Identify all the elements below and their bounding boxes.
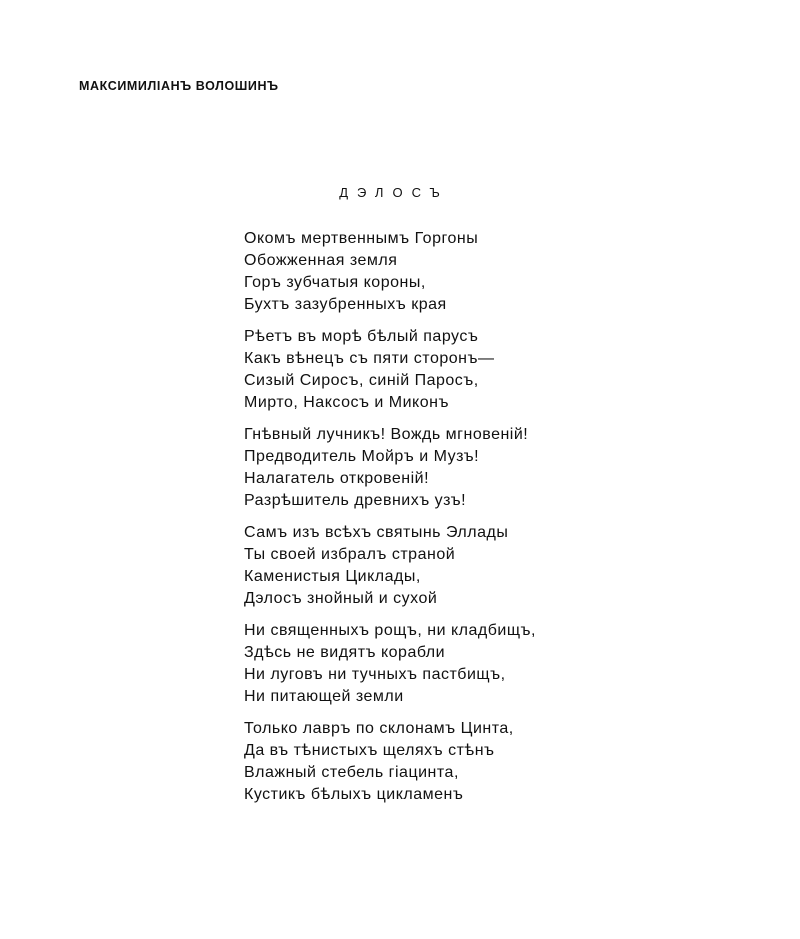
poem-line: Самъ изъ всѣхъ святынь Эллады	[244, 524, 509, 541]
stanza-2	[244, 326, 664, 414]
poem-line: Разрѣшитель древнихъ узъ!	[244, 492, 467, 509]
poem-line: Налагатель откровеній!	[244, 470, 430, 487]
poem-title: ДЭЛОСЪ	[339, 185, 449, 200]
poem-line: Горъ зубчатыя короны,	[244, 274, 426, 291]
poem-line: Окомъ мертвеннымъ Горгоны	[244, 230, 479, 247]
poem-body	[244, 228, 664, 816]
poem-line: Рѣетъ въ морѣ бѣлый парусъ	[244, 328, 479, 345]
poem-line: Предводитель Мойръ и Музъ!	[244, 448, 480, 465]
poem-line: Обожженная земля	[244, 252, 398, 269]
stanza-3	[244, 424, 664, 512]
poem-line: Мирто, Наксосъ и Миконъ	[244, 394, 449, 411]
poem-line: Каменистыя Циклады,	[244, 568, 421, 585]
poem-line: Ни луговъ ни тучныхъ пастбищъ,	[244, 666, 506, 683]
poem-line: Да въ тѣнистыхъ щеляхъ стѣнъ	[244, 742, 495, 759]
poem-line: Бухтъ зазубренныхъ края	[244, 296, 447, 313]
poem-line: Только лавръ по склонамъ Цинта,	[244, 720, 514, 737]
stanza-5	[244, 620, 664, 708]
poem-line: Здѣсь не видятъ корабли	[244, 644, 446, 661]
poem-line: Дэлосъ знойный и сухой	[244, 590, 438, 607]
poem-line: Кустикъ бѣлыхъ цикламенъ	[244, 786, 464, 803]
stanza-6	[244, 718, 664, 806]
poem-line: Сизый Сиросъ, синій Паросъ,	[244, 372, 479, 389]
stanza-4	[244, 522, 664, 610]
poem-line: Ни священныхъ рощъ, ни кладбищъ,	[244, 622, 536, 639]
poem-line: Какъ вѣнецъ съ пяти сторонъ—	[244, 350, 495, 367]
poem-line: Ты своей избралъ страной	[244, 546, 456, 563]
poem-line: Ни питающей земли	[244, 688, 404, 705]
author-name: МАКСИМИЛІАНЪ ВОЛОШИНЪ	[79, 79, 279, 93]
poem-line: Влажный стебель гіацинта,	[244, 764, 459, 781]
poem-line: Гнѣвный лучникъ! Вождь мгновеній!	[244, 426, 529, 443]
stanza-1	[244, 228, 664, 316]
